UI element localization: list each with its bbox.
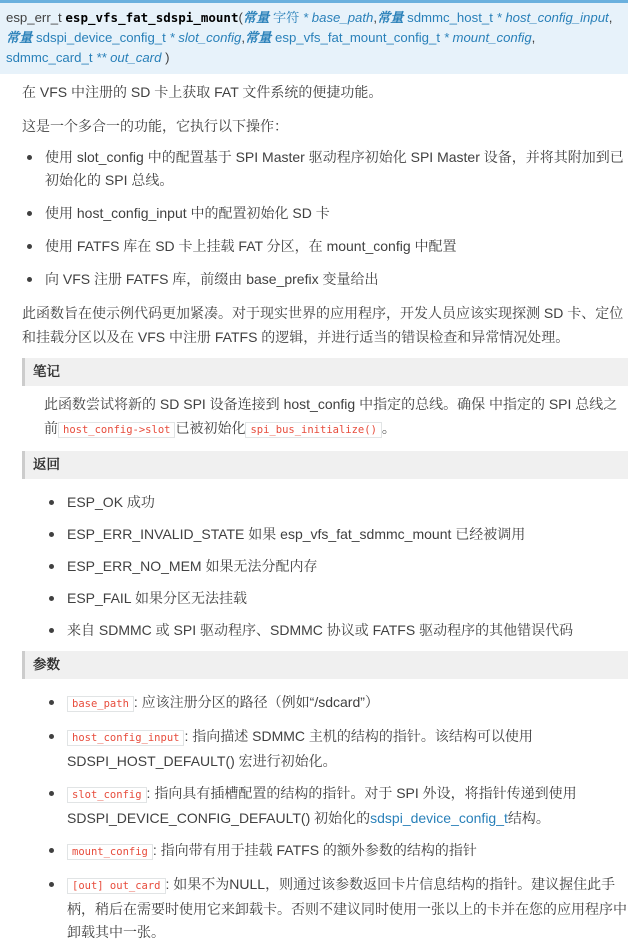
sig-sep: ,	[531, 30, 536, 45]
list-item: 使用 host_config_input 中的配置初始化 SD 卡	[22, 202, 628, 225]
param-text: : 指向带有用于挂载 FATFS 的额外参数的结构的指针	[152, 842, 477, 858]
params-list	[44, 691, 628, 944]
sig-type-mount-config[interactable]: esp_vfs_fat_mount_config_t	[275, 30, 441, 45]
list-item: ESP_FAIL 如果分区无法挂载	[44, 587, 628, 610]
param-item-slot-config	[44, 782, 628, 830]
param-code: [out] out_card	[67, 878, 166, 894]
param-item-host-config-input	[44, 725, 628, 773]
param-text: : 指向描述 SDMMC 主机的结构的指针。该结构可以使用 SDSPI_HOST_DEFAULT() 宏进行初始化。	[67, 728, 533, 769]
inline-code[interactable]: spi_bus_initialize()	[245, 422, 381, 438]
sig-sep: ,	[608, 10, 613, 25]
note-text-2: 已被初始化	[175, 420, 246, 436]
sig-param-base-path: * base_path	[302, 10, 374, 25]
sig-char-type: 字符	[272, 10, 300, 25]
params-body	[22, 691, 628, 944]
returns-list	[44, 491, 628, 642]
sig-paren-close: )	[165, 50, 170, 65]
param-text-tail: 结构。	[507, 810, 550, 826]
sig-type-sdmmc-card[interactable]: sdmmc_card_t	[6, 50, 93, 65]
list-item: 向 VFS 注册 FATFS 库，前缀由 base_prefix 变量给出	[22, 268, 628, 291]
sig-param-mount-config: * mount_config	[443, 30, 532, 45]
sig-param-slot-config: * slot_config	[169, 30, 242, 45]
sig-sep: ,	[241, 30, 245, 45]
param-code: base_path	[67, 696, 134, 712]
param-text: : 如果不为NULL，则通过该参数返回卡片信息结构的指针。建议握住此手柄，稍后在需要时使用它来卸载卡。否则不建议同时使用一张以上的卡并在您的应用程序中卸载其中一张。	[67, 876, 627, 940]
function-signature	[0, 0, 628, 74]
returns-body	[22, 491, 628, 642]
list-item: ESP_ERR_NO_MEM 如果无法分配内存	[44, 555, 628, 578]
sig-param-out-card: ** out_card	[96, 50, 162, 65]
note-body	[22, 392, 628, 442]
note-paragraph	[44, 392, 628, 442]
param-code: host_config_input	[67, 730, 184, 746]
function-name[interactable]: esp_vfs_fat_sdspi_mount	[65, 10, 239, 25]
sig-const-kw: 常量	[242, 10, 270, 25]
sig-paren-open: (	[238, 10, 243, 25]
note-text-3: 。	[381, 420, 396, 436]
return-type[interactable]: esp_err_t	[6, 10, 62, 25]
param-text: : 指向具有插槽配置的结构的指针。对于 SPI 外设，将指针传递到使用 SDSPI_DEVICE_CONFIG_DEFAULT() 初始化的	[67, 785, 577, 826]
usage-paragraph: 此函数旨在使示例代码更加紧凑。对于现实世界的应用程序，开发人员应该实现探测 SD 卡、定位和挂载分区以及在 VFS 中注册 FATFS 的逻辑，并进行适当的错误检查和异常情况处理。	[22, 305, 624, 345]
sig-const-kw: 常量	[245, 30, 272, 45]
param-code: mount_config	[67, 844, 153, 860]
param-item-mount-config	[44, 839, 628, 864]
params-heading: 参数	[22, 651, 628, 679]
list-item: 使用 FATFS 库在 SD 卡上挂载 FAT 分区，在 mount_config 中配置	[22, 235, 628, 258]
param-code: slot_config	[67, 787, 147, 803]
list-item: ESP_ERR_INVALID_STATE 如果 esp_vfs_fat_sdmmc_mount 已经被调用	[44, 523, 628, 546]
param-text: : 应该注册分区的路径（例如“/sdcard”）	[133, 694, 379, 710]
lead-paragraph: 这是一个多合一的功能，它执行以下操作：	[22, 118, 288, 134]
steps-list	[22, 146, 628, 291]
list-item: 来自 SDMMC 或 SPI 驱动程序、SDMMC 协议或 FATFS 驱动程序的其他错误代码	[44, 619, 628, 642]
note-heading: 笔记	[22, 358, 628, 386]
sig-param-host-config: * host_config_input	[496, 10, 609, 25]
sig-sep: ,	[373, 10, 378, 25]
list-item: ESP_OK 成功	[44, 491, 628, 514]
sdspi-device-config-link[interactable]: sdspi_device_config_t	[370, 810, 508, 826]
param-item-out-card	[44, 873, 628, 944]
returns-heading: 返回	[22, 451, 628, 479]
sig-type-sdmmc-host[interactable]: sdmmc_host_t	[407, 10, 493, 25]
param-item-base-path	[44, 691, 628, 716]
sig-const-kw: 常量	[6, 30, 33, 45]
sig-type-sdspi-device[interactable]: sdspi_device_config_t	[36, 30, 166, 45]
note-text-1: 此函数尝试将新的 SD SPI 设备连接到 host_config 中指定的总线。确保 中指定的 SPI 总线之前	[44, 396, 618, 436]
function-description	[0, 74, 628, 944]
list-item: 使用 slot_config 中的配置基于 SPI Master 驱动程序初始化 SPI Master 设备，并将其附加到已初始化的 SPI 总线。	[22, 146, 628, 192]
summary-paragraph: 在 VFS 中注册的 SD 卡上获取 FAT 文件系统的便捷功能。	[22, 84, 383, 100]
inline-code: host_config->slot	[58, 422, 175, 438]
sig-const-kw: 常量	[377, 10, 404, 25]
